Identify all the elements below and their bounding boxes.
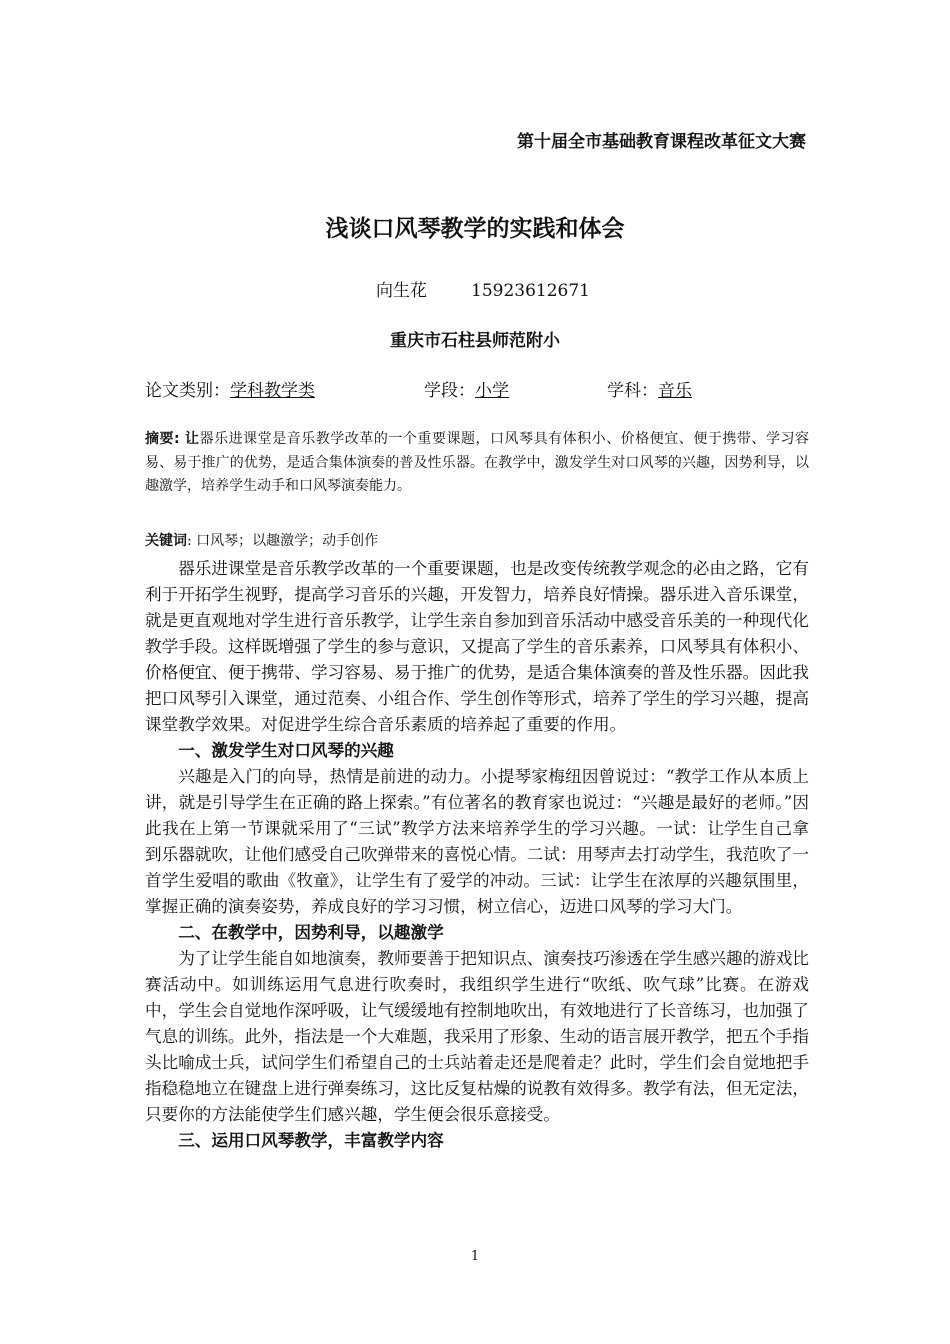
section-heading-1: 一、激发学生对口风琴的兴趣 [178,741,394,760]
keywords-label: 关键词 [145,533,187,549]
level-group [424,376,509,401]
author-phone: 15923612671 [471,281,590,301]
section-heading-2: 二、在教学中，因势利导，以趣激学 [178,923,444,942]
category-value: 学科教学类 [230,381,315,401]
abstract-label: 摘要: 让 [145,431,200,447]
keywords-text: : 口风琴；以趣激学；动手创作 [187,533,379,549]
section-heading-3: 三、运用口风琴教学，丰富教学内容 [178,1131,444,1150]
intro-paragraph: 器乐进课堂是音乐教学改革的一个重要课题，也是改变传统教学观念的必由之路，它有利于开拓学生视野，提高学习音乐的兴趣，开发智力，培养良好情操。器乐进入音乐课堂，就是更直观地对学生进行音乐教学，让学生亲自参加到音乐活动中感受音乐美的一种现代化教学手段。这样既增强了学生的参与意识，又提高了学生的音乐素养，口风琴具有体积小、价格便宜、便于携带、学习容易、易于推广的优势，是适合集体演奏的普及性乐器。因此我把口风琴引入课堂，通过范奏、小组合作、学生创作等形式，培养了学生的学习兴趣，提高课堂教学效果。对促进学生综合音乐素质的培养起了重要的作用。 [145,559,809,734]
subject-label: 学科： [607,381,658,401]
abstract [145,428,809,499]
category-label: 论文类别： [145,381,230,401]
subject-value: 音乐 [658,381,692,401]
keywords [145,530,378,550]
school-name: 重庆市石柱县师范附小 [390,331,560,351]
page-number: 1 [470,1249,480,1264]
level-value: 小学 [475,381,509,401]
author-line [376,276,590,301]
author-name: 向生花 [376,281,427,301]
subject-group [607,376,692,401]
section-paragraph-2: 为了让学生能自如地演奏，教师要善于把知识点、演奏技巧渗透在学生感兴趣的游戏比赛活动中。如训练运用气息进行吹奏时，我组织学生进行“吹纸、吹气球”比赛。在游戏中，学生会自觉地作深呼吸，让气缓缓地有控制地吹出，有效地进行了长音练习，也加强了气息的训练。此外，指法是一个大难题，我采用了形象、生动的语言展开教学，把五个手指头比喻成士兵，试问学生们希望自己的士兵站着走还是爬着走？此时，学生们会自觉地把手指稳稳地立在键盘上进行弹奏练习，这比反复枯燥的说教有效得多。教学有法，但无定法，只要你的方法能使学生们感兴趣，学生便会很乐意接受。 [145,949,809,1124]
paper-title: 浅谈口风琴教学的实践和体会 [325,216,625,242]
category-group [145,376,315,401]
contest-header: 第十届全市基础教育课程改革征文大赛 [517,132,806,152]
paper-meta [145,376,745,400]
paper-body [145,556,809,1154]
abstract-text: 器乐进课堂是音乐教学改革的一个重要课题，口风琴具有体积小、价格便宜、便于携带、学习容易、易于推广的优势，是适合集体演奏的普及性乐器。在教学中，激发学生对口风琴的兴趣，因势利导，以趣激学，培养学生动手和口风琴演奏能力。 [145,431,810,494]
level-label: 学段： [424,381,475,401]
section-paragraph-1: 兴趣是入门的向导，热情是前进的动力。小提琴家梅纽因曾说过：“教学工作从本质上讲，就是引导学生在正确的路上探索。”有位著名的教育家也说过：“兴趣是最好的老师。”因此我在上第一节课就采用了“三试”教学方法来培养学生的学习兴趣。一试：让学生自己拿到乐器就吹，让他们感受自己吹弹带来的喜悦心情。二试：用琴声去打动学生，我范吹了一首学生爱唱的歌曲《牧童》，让学生有了爱学的冲动。三试：让学生在浓厚的兴趣氛围里，掌握正确的演奏姿势，养成良好的学习习惯，树立信心，迈进口风琴的学习大门。 [145,767,809,916]
